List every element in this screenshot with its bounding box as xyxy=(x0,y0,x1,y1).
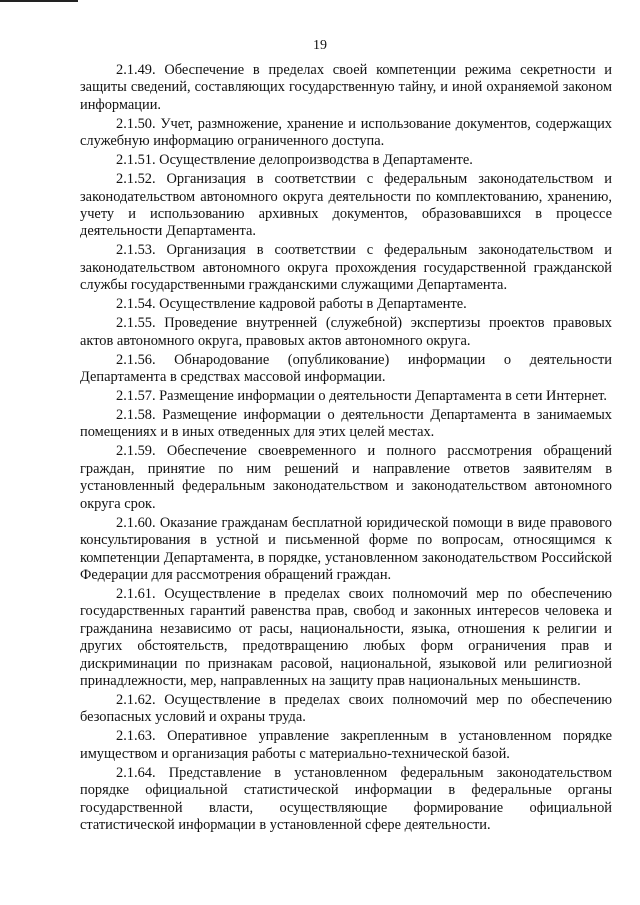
paragraph-2-1-56: 2.1.56. Обнародование (опубликование) информации о деятельности Департамента в средствах массовой информации. xyxy=(80,351,612,386)
paragraph-2-1-53: 2.1.53. Организация в соответствии с федеральным законодательством и законодательством автономного округа прохождения государственной гражданской службы государственными гражданскими служащими Департамента. xyxy=(80,242,612,294)
paragraph-2-1-49: 2.1.49. Обеспечение в пределах своей компетенции режима секретности и защиты сведений, составляющих государственную тайну, и иной охраняемой законом информации. xyxy=(80,62,612,113)
paragraph-2-1-55: 2.1.55. Проведение внутренней (служебной) экспертизы проектов правовых актов автономного округа, правовых актов автономного округа. xyxy=(80,315,612,349)
top-left-rule xyxy=(0,0,78,2)
paragraph-2-1-64: 2.1.64. Представление в установленном федеральным законодательством порядке официальной статистической информации в федеральные органы государственной власти, осуществляющие формирование официальной статистической информации в установленной сфере деятельности. xyxy=(80,764,612,833)
page-number: 19 xyxy=(313,38,327,53)
paragraph-2-1-50: 2.1.50. Учет, размножение, хранение и использование документов, содержащих служебную информацию ограниченного доступа. xyxy=(80,115,612,150)
paragraph-2-1-58: 2.1.58. Размещение информации о деятельности Департамента в занимаемых помещениях и в иных отведенных для этих целей местах. xyxy=(80,407,612,441)
paragraph-2-1-63: 2.1.63. Оперативное управление закрепленным в установленном порядке имуществом и организация работы с материально-технической базой. xyxy=(80,728,612,762)
document-body xyxy=(80,62,612,836)
paragraph-2-1-52: 2.1.52. Организация в соответствии с федеральным законодательством и законодательством автономного округа деятельности по комплектованию, хранению, учету и использованию архивных документов, образовавшихся в процессе деятельности Департамента. xyxy=(80,171,612,240)
paragraph-2-1-51: 2.1.51. Осуществление делопроизводства в Департаменте. xyxy=(116,152,473,169)
paragraph-2-1-62: 2.1.62. Осуществление в пределах своих полномочий мер по обеспечению безопасных условий и охраны труда. xyxy=(80,691,612,726)
paragraph-2-1-59: 2.1.59. Обеспечение своевременного и полного рассмотрения обращений граждан, принятие по ним решений и направление ответов заявителям в установленный федеральным законодательством и законодательством автономного округа срок. xyxy=(80,443,612,512)
paragraph-2-1-57: 2.1.57. Размещение информации о деятельности Департамента в сети Интернет. xyxy=(116,388,607,405)
paragraph-2-1-60: 2.1.60. Оказание гражданам бесплатной юридической помощи в виде правового консультирования в устной и письменной форме по вопросам, относящимся к компетенции Департамента, в порядке, установленном законодательством Российской Федерации для рассмотрения обращений граждан. xyxy=(80,514,612,583)
paragraph-2-1-54: 2.1.54. Осуществление кадровой работы в Департаменте. xyxy=(116,296,467,313)
paragraph-2-1-61: 2.1.61. Осуществление в пределах своих полномочий мер по обеспечению государственных гарантий равенства прав, свобод и законных интересов человека и гражданина независимо от расы, национальности, языка, отношения к религии и других обстоятельств, предотвращению любых форм ограничения прав и дискриминации по признакам расовой, национальной, языковой или религиозной принадлежности, мер, направленных на защиту прав национальных меньшинств. xyxy=(80,585,612,689)
